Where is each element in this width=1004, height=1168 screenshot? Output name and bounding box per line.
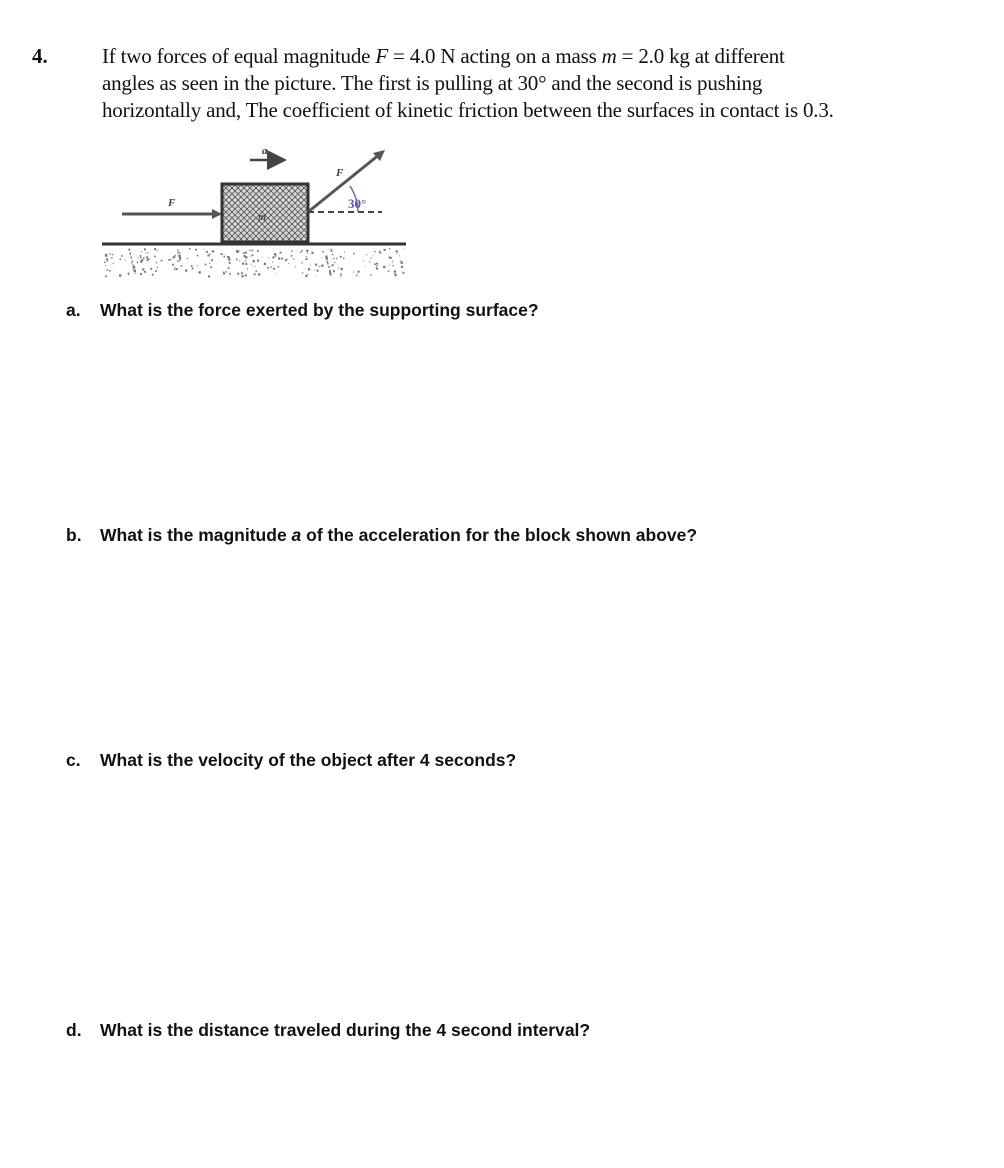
ground-speckle (187, 258, 188, 259)
ground-speckle (152, 274, 154, 276)
ground-speckle (142, 268, 144, 270)
ground-speckle (228, 267, 230, 269)
ground-speckle (223, 272, 224, 273)
ground-speckle (306, 256, 307, 257)
left-force-arrow (122, 197, 222, 219)
ground-speckle (254, 273, 256, 275)
ground-speckle (256, 270, 258, 272)
question-c-label: c. (66, 750, 81, 770)
ground-speckle (104, 262, 106, 264)
ground-speckle (329, 271, 331, 273)
ground-speckle (322, 257, 323, 258)
ground-speckle (258, 273, 260, 275)
question-b-label: b. (66, 525, 82, 545)
ground-speckle (243, 252, 245, 254)
ground-speckle (343, 258, 344, 259)
ground-speckle (119, 274, 121, 276)
ground-speckle (293, 258, 294, 259)
ground-speckle (242, 263, 244, 265)
ground-speckle (143, 257, 145, 259)
ground-speckle (399, 255, 400, 256)
ground-speckle (264, 263, 266, 265)
ground-speckle (229, 273, 231, 275)
ground-speckle (195, 249, 197, 251)
ground-speckle (150, 268, 152, 270)
ground-speckle (236, 250, 238, 252)
ground-speckle (245, 252, 247, 254)
ground-speckle (109, 270, 110, 271)
ground-speckle (221, 253, 223, 255)
ground-speckle (130, 254, 131, 255)
ground-speckle (305, 275, 307, 277)
ground-speckle (144, 248, 146, 250)
ground-speckle (208, 275, 210, 277)
ground-speckle (179, 252, 181, 254)
question-d-text: What is the distance traveled during the 4 second interval? (100, 1020, 591, 1040)
ground-speckle (311, 252, 313, 254)
question-a-text: What is the force exerted by the supporting surface? (100, 300, 539, 320)
ground-speckle (278, 258, 280, 260)
question-d (66, 1020, 590, 1041)
ground-speckle (358, 271, 360, 273)
ground-speckle (272, 256, 274, 258)
ground-speckle (319, 266, 320, 267)
ground-speckle (374, 251, 375, 252)
ground-speckle (147, 252, 148, 253)
ground-speckle (147, 259, 149, 261)
ground-speckle (251, 250, 252, 251)
ground-speckle (132, 261, 133, 262)
ground-speckle (155, 270, 157, 272)
problem-line-3: horizontally and, The coefficient of kinetic friction between the surfaces in contact is 0.3. (102, 98, 834, 122)
ground-speckle (388, 271, 390, 273)
ground-speckle (356, 275, 357, 276)
ground-speckle (369, 261, 370, 262)
ground-speckle (198, 271, 200, 273)
ground-speckle (245, 256, 247, 258)
ground-speckle (146, 256, 148, 258)
ground-speckle (253, 260, 255, 262)
problem-line-1: If two forces of equal magnitude F = 4.0 N acting on a mass m = 2.0 kg at different (102, 44, 785, 68)
ground-speckle (272, 262, 273, 263)
ground-speckle (331, 251, 332, 252)
ground-speckle (252, 254, 254, 256)
ground-speckle (110, 253, 111, 254)
ground-speckle (353, 272, 354, 273)
ground-speckle (211, 259, 213, 261)
ground-speckle (111, 257, 112, 258)
right-force-label: F (336, 167, 344, 179)
ground-speckle (396, 253, 397, 254)
ground-speckle (106, 258, 108, 260)
ground-speckle (307, 253, 308, 254)
ground-speckle (229, 262, 231, 264)
ground-speckle (133, 266, 135, 268)
ground-speckle (177, 260, 179, 262)
ground-speckle (363, 260, 364, 261)
ground-speckle (129, 250, 130, 251)
ground-speckle (140, 255, 142, 257)
ground-speckle (376, 265, 377, 266)
ground-speckle (340, 276, 341, 277)
ground-speckle (247, 268, 248, 269)
ground-speckle (105, 254, 107, 256)
ground-speckle (245, 274, 247, 276)
ground-speckle (179, 257, 181, 259)
ground-speckle (384, 249, 386, 251)
ground-speckle (308, 268, 310, 270)
ground-speckle (330, 249, 331, 250)
question-b (66, 525, 697, 546)
ground-speckle (273, 268, 275, 270)
ground-speckle (140, 257, 142, 259)
ground-speckle (251, 264, 252, 265)
ground-speckle (250, 256, 251, 257)
angle-label: 30° (348, 196, 367, 211)
ground-speckle (149, 258, 150, 259)
ground-speckle (171, 259, 172, 260)
ground-speckle (317, 270, 319, 272)
ground-speckle (145, 253, 146, 254)
ground-speckle (177, 253, 178, 254)
ground-speckle (306, 258, 308, 260)
ground-speckle (257, 260, 259, 262)
ground-speckle (169, 259, 171, 261)
ground-speckle (394, 273, 395, 274)
ground-speckle (175, 267, 176, 268)
right-force-arrow (308, 150, 385, 212)
ground-speckle (291, 255, 293, 257)
ground-speckle (189, 248, 191, 250)
ground-speckle (379, 251, 381, 253)
ground-speckle (278, 266, 280, 268)
ground-speckle (389, 248, 390, 249)
ground-speckle (137, 261, 139, 263)
ground-speckle (376, 267, 378, 269)
ground-speckle (336, 258, 337, 259)
ground-speckle (333, 270, 335, 272)
ground-speckle (344, 252, 345, 253)
ground-speckle (120, 258, 122, 260)
ground-speckle (239, 260, 240, 261)
ground-speckle (105, 265, 106, 266)
ground-speckle (252, 250, 253, 251)
ground-speckle (332, 264, 334, 266)
ground-speckle (314, 269, 315, 270)
ground-speckle (141, 251, 142, 252)
question-b-text: What is the magnitude a of the acceleration for the block shown above? (100, 525, 698, 545)
ground-speckle (174, 269, 175, 270)
ground-speckle (228, 259, 230, 261)
ground-speckle (322, 251, 324, 253)
ground-speckle (401, 266, 402, 267)
ground-speckle (315, 264, 317, 266)
ground-speckle (156, 262, 158, 264)
ground-speckle (395, 274, 397, 276)
ground-speckle (329, 270, 331, 272)
ground-speckle (392, 262, 393, 263)
ground-speckle (389, 257, 391, 259)
ground-speckle (389, 265, 390, 266)
ground-speckle (340, 256, 342, 258)
ground-speckle (301, 250, 303, 252)
ground-speckle (321, 265, 323, 267)
ground-speckle (134, 270, 136, 272)
ground-speckle (333, 258, 334, 259)
ground-speckle (370, 275, 371, 276)
ground-speckle (197, 255, 199, 257)
ground-speckle (157, 267, 158, 268)
ground-speckle (179, 259, 181, 261)
ground-speckle (338, 267, 339, 268)
left-force-label: F (168, 197, 176, 209)
ground-speckle (125, 260, 126, 261)
ground-speckle (173, 256, 174, 257)
ground-speckle (197, 265, 198, 266)
ground-speckle (275, 256, 276, 257)
ground-speckle (275, 274, 276, 275)
ground-speckle (141, 259, 143, 261)
problem-statement (102, 43, 982, 124)
ground-speckle (330, 273, 332, 275)
ground-speckle (245, 260, 246, 261)
problem-number: 4. (32, 44, 48, 68)
ground-speckle (174, 255, 175, 256)
ground-speckle (128, 274, 129, 275)
ground-speckle (144, 271, 146, 273)
ground-speckle (177, 249, 178, 250)
ground-speckle (268, 257, 269, 258)
ground-speckle (236, 259, 238, 261)
ground-speckle (107, 269, 109, 271)
ground-speckle (301, 263, 302, 264)
ground-speckle (288, 263, 289, 264)
ground-speckle (178, 255, 180, 257)
ground-speckle (106, 260, 108, 262)
ground-speckle (374, 264, 376, 266)
ground-speckle (373, 255, 374, 256)
ground-speckle (132, 265, 133, 266)
ground-speckle (112, 254, 113, 255)
ground-speckle (307, 274, 308, 275)
ground-speckle (223, 273, 225, 275)
ground-speckle (285, 259, 287, 261)
ground-speckle (138, 257, 139, 258)
force-diagram (100, 140, 420, 290)
ground-speckle (304, 268, 305, 269)
ground-speckle (131, 258, 132, 259)
ground-speckle (249, 250, 250, 251)
ground-speckle (291, 250, 292, 251)
ground-speckle (175, 269, 176, 270)
ground-speckle (383, 266, 385, 268)
ground-speckle (332, 254, 333, 255)
ground-speckle (242, 275, 244, 277)
ground-speckle (228, 257, 230, 259)
ground-speckle (287, 259, 288, 260)
ground-speckle (377, 263, 378, 264)
ground-speckle (366, 254, 367, 255)
ground-speckle (254, 266, 255, 267)
ground-speckle (394, 270, 396, 272)
ground-speckle (105, 275, 107, 277)
ground-speckle (310, 265, 311, 266)
ground-speckle (302, 262, 303, 263)
ground-speckle (316, 275, 317, 276)
acceleration-label: a (262, 145, 268, 157)
ground-speckle (280, 252, 282, 254)
ground-speckle (267, 267, 269, 269)
ground-speckle (300, 252, 301, 253)
ground-speckle (185, 270, 187, 272)
ground-speckle (239, 251, 240, 252)
ground-speckle (302, 272, 303, 273)
ground-speckle (209, 263, 210, 264)
ground-speckle (203, 249, 204, 250)
ground-surface (102, 244, 406, 278)
ground-speckle (181, 265, 182, 266)
ground-speckle (396, 250, 398, 252)
ground-speckle (133, 269, 134, 270)
ground-speckle (212, 250, 214, 252)
ground-speckle (340, 274, 342, 276)
ground-speckle (271, 266, 272, 267)
ground-speckle (365, 266, 366, 267)
ground-speckle (325, 256, 327, 258)
ground-speckle (328, 266, 330, 268)
question-a-label: a. (66, 300, 81, 320)
question-a (66, 300, 539, 321)
ground-speckle (326, 258, 328, 260)
ground-speckle (245, 263, 247, 265)
ground-speckle (209, 254, 210, 255)
ground-speckle (191, 265, 193, 267)
ground-speckle (157, 250, 158, 251)
ground-speckle (176, 268, 178, 270)
ground-speckle (205, 264, 207, 266)
ground-speckle (404, 248, 405, 249)
ground-speckle (401, 261, 403, 263)
block-label: m (258, 211, 266, 223)
ground-speckle (371, 258, 372, 259)
ground-speckle (257, 250, 259, 252)
ground-speckle (178, 251, 179, 252)
ground-speckle (281, 258, 283, 260)
mass-block (222, 184, 308, 242)
ground-speckle (225, 271, 227, 273)
ground-speckle (353, 253, 354, 254)
question-c (66, 750, 516, 771)
ground-speckle (341, 268, 343, 270)
ground-speckle (327, 261, 329, 263)
ground-speckle (121, 255, 123, 257)
ground-speckle (327, 263, 329, 265)
ground-speckle (393, 265, 394, 266)
ground-speckle (161, 260, 163, 262)
ground-speckle (172, 264, 174, 266)
ground-speckle (206, 251, 208, 253)
question-d-label: d. (66, 1020, 82, 1040)
ground-speckle (131, 257, 133, 259)
ground-speckle (192, 268, 194, 270)
ground-speckle (210, 266, 212, 268)
ground-speckle (274, 253, 276, 255)
ground-speckle (154, 256, 156, 258)
ground-speckle (306, 250, 308, 252)
ground-speckle (223, 256, 225, 258)
ground-speckle (132, 262, 133, 263)
ground-speckle (134, 273, 135, 274)
question-c-text: What is the velocity of the object after 4 seconds? (100, 750, 517, 770)
ground-speckle (262, 257, 263, 258)
ground-speckle (237, 273, 239, 275)
ground-speckle (334, 262, 335, 263)
ground-speckle (140, 273, 142, 275)
ground-speckle (295, 266, 296, 267)
ground-speckle (242, 272, 243, 273)
ground-speckle (113, 263, 114, 264)
ground-speckle (154, 248, 156, 250)
acceleration-indicator (250, 145, 282, 160)
ground-speckle (402, 272, 404, 274)
ground-speckle (392, 260, 393, 261)
problem-line-2: angles as seen in the picture. The first is pulling at 30° and the second is pushing (102, 71, 763, 95)
